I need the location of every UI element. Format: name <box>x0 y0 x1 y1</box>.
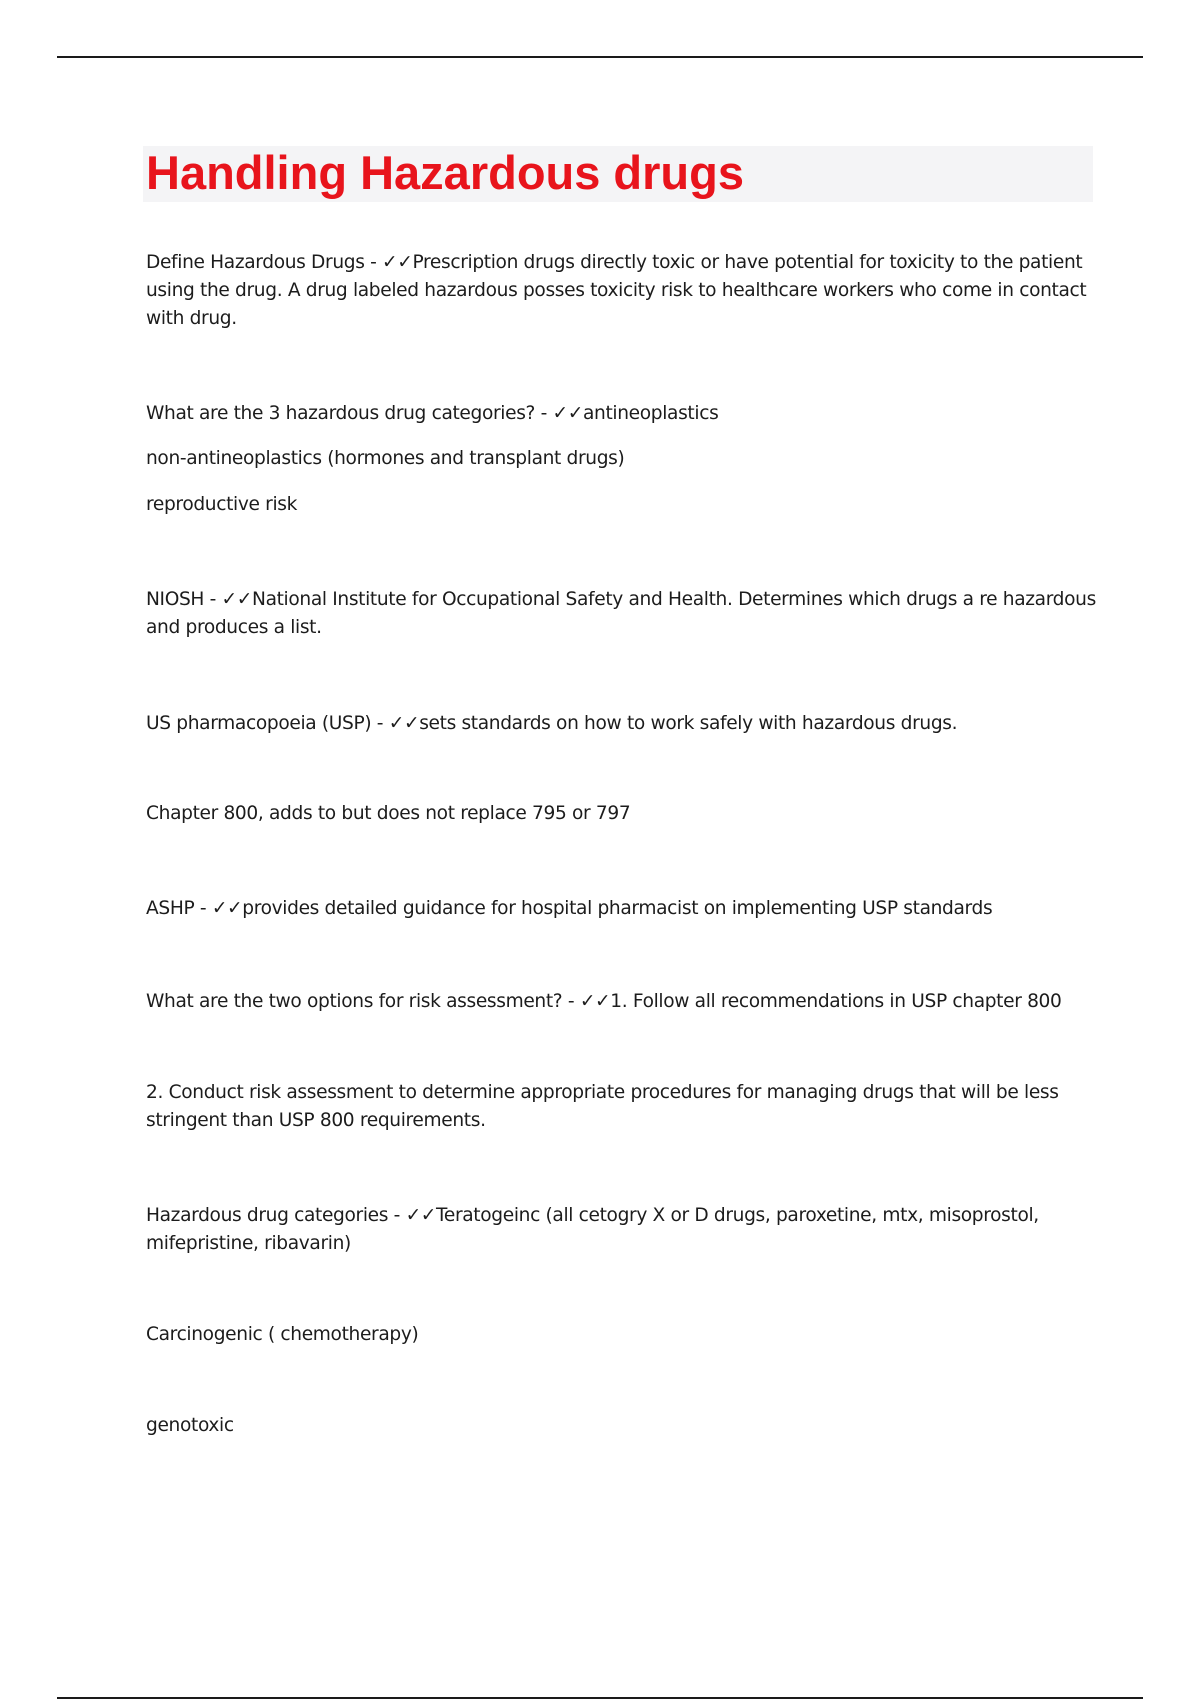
entry-term: US pharmacopoeia (USP) - <box>146 713 384 734</box>
double-check-icon: ✓✓ <box>211 898 243 919</box>
entry-line-carcinogenic: Carcinogenic ( chemotherapy) <box>146 1324 419 1345</box>
entry-hazardous-drug-categories <box>146 1202 1098 1258</box>
entry-line-non-antineoplastics: non-antineoplastics (hormones and transplant drugs) <box>146 448 625 469</box>
entry-line-risk-assessment-option-2: 2. Conduct risk assessment to determine appropriate procedures for managing drugs that will be less stringent than USP 800 requirements. <box>146 1082 1059 1131</box>
page-top-rule <box>57 56 1143 58</box>
entry-answer: Prescription drugs directly toxic or have potential for toxicity to the patient using the drug. A drug labeled hazardous posses toxicity risk to healthcare workers who come in contact with drug. <box>146 252 1087 329</box>
entry-line-genotoxic: genotoxic <box>146 1415 234 1436</box>
entry-answer: 1. Follow all recommendations in USP chapter 800 <box>610 991 1062 1012</box>
entry-answer: antineoplastics <box>583 403 719 424</box>
entry-niosh <box>146 586 1098 642</box>
entry-define-hazardous-drugs <box>146 249 1098 333</box>
double-check-icon: ✓✓ <box>221 589 253 610</box>
entry-term: NIOSH - <box>146 589 216 610</box>
entry-risk-assessment-options <box>146 988 1098 1016</box>
entry-hazardous-drug-categories-question <box>146 400 1098 428</box>
entry-answer: provides detailed guidance for hospital pharmacist on implementing USP standards <box>242 898 993 919</box>
entry-term: What are the 3 hazardous drug categories? - <box>146 403 547 424</box>
entry-term: Define Hazardous Drugs - <box>146 252 377 273</box>
entry-answer: Teratogeinc (all cetogry X or D drugs, paroxetine, mtx, misoprostol, mifepristine, ribavarin) <box>146 1205 1039 1254</box>
double-check-icon: ✓✓ <box>388 713 420 734</box>
entry-line-reproductive-risk: reproductive risk <box>146 494 298 515</box>
entry-line-chapter-800: Chapter 800, adds to but does not replace 795 or 797 <box>146 803 631 824</box>
entry-answer: National Institute for Occupational Safety and Health. Determines which drugs a re hazardous and produces a list. <box>146 589 1096 638</box>
page-bottom-rule <box>57 1697 1143 1699</box>
entry-us-pharmacopoeia <box>146 710 1098 738</box>
double-check-icon: ✓✓ <box>382 252 413 273</box>
entry-answer: sets standards on how to work safely with hazardous drugs. <box>419 713 958 734</box>
entry-term: Hazardous drug categories - <box>146 1205 400 1226</box>
double-check-icon: ✓✓ <box>552 403 583 424</box>
entry-term: ASHP - <box>146 898 207 919</box>
page-title: Handling Hazardous drugs <box>146 146 744 199</box>
double-check-icon: ✓✓ <box>405 1205 437 1226</box>
double-check-icon: ✓✓ <box>579 991 611 1012</box>
entry-term: What are the two options for risk assessment? - <box>146 991 575 1012</box>
entry-ashp <box>146 895 1098 923</box>
